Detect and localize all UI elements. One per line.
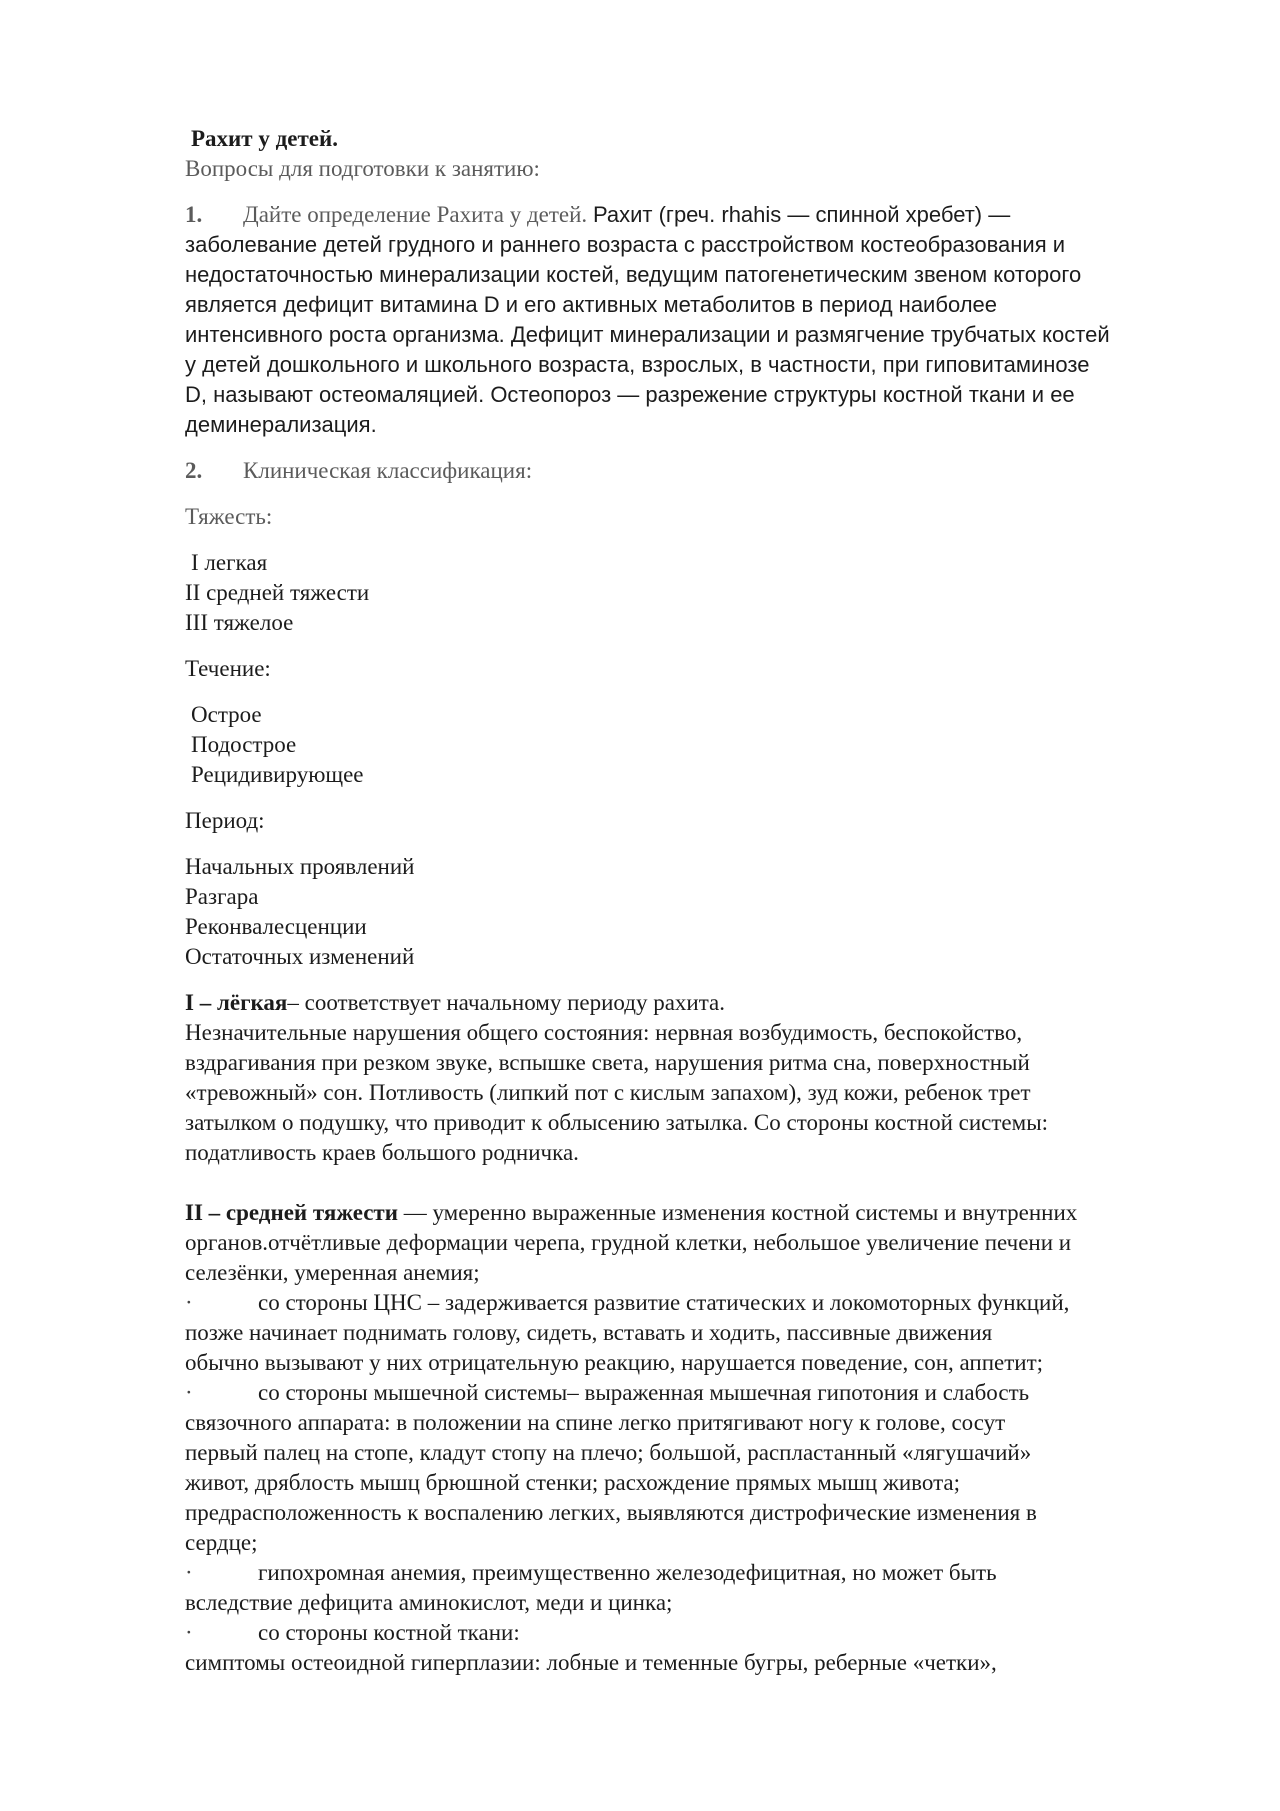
bullet-dot-icon: · [185,1560,193,1585]
mild-heading: I – лёгкая [185,990,288,1015]
bullet-continuation: сердце; [185,1530,258,1555]
mild-line: затылком о подушку, что приводит к облысению затылка. Со стороны костной системы: [185,1110,1049,1135]
period-list [185,852,1195,972]
answer-1-line: недостаточностью минерализации костей, ведущим патогенетическим звеном которого [185,262,1082,287]
moderate-bullet [185,1378,1195,1408]
period-item: Начальных проявлений [185,854,415,879]
mild-section [185,988,1195,1168]
bullet-continuation: вследствие дефицита аминокислот, меди и цинка; [185,1590,673,1615]
moderate-intro-line: органов.отчётливые деформации черепа, грудной клетки, небольшое увеличение печени и [185,1230,1072,1255]
period-label: Период: [185,808,265,833]
moderate-bullet [185,1288,1195,1318]
question-2 [185,456,1195,486]
moderate-section [185,1198,1195,1678]
bullet-dot-icon: · [185,1290,193,1315]
course-label: Течение: [185,656,271,681]
severity-item: II средней тяжести [185,580,370,605]
bullet-continuation: предрасположенность к воспалению легких, выявляются дистрофические изменения в [185,1500,1037,1525]
bullet-dot-icon: · [185,1380,193,1405]
bullet-continuation: позже начинает поднимать голову, сидеть, вставать и ходить, пассивные движения [185,1320,993,1345]
course-list [185,700,1195,790]
question-1-first-line [185,200,1195,230]
severity-item: III тяжелое [185,610,294,635]
bullet-text: со стороны мышечной системы– выраженная мышечная гипотония и слабость [258,1380,1030,1405]
answer-1-line: D, называют остеомаляцией. Остеопороз — разрежение структуры костной ткани и ее [185,382,1075,407]
period-item: Разгара [185,884,259,909]
question-1-number: 1. [185,202,203,227]
bullet-dot-icon: · [185,1620,193,1645]
answer-1-line: деминерализация. [185,412,377,437]
document-subtitle: Вопросы для подготовки к занятию: [185,156,540,181]
bullet-text: со стороны ЦНС – задерживается развитие статических и локомоторных функций, [258,1290,1070,1315]
question-2-number: 2. [185,458,203,483]
answer-1-line: заболевание детей грудного и раннего возраста с расстройством костеобразования и [185,232,1066,257]
moderate-bullet [185,1558,1195,1588]
mild-heading-rest: – соответствует начальному периоду рахита. [287,990,726,1015]
bullet-continuation: связочного аппарата: в положении на спине легко притягивают ногу к голове, сосут [185,1410,1006,1435]
mild-line: вздрагивания при резком звуке, вспышке света, нарушения ритма сна, поверхностный [185,1050,1030,1075]
question-2-text: Клиническая классификация: [243,458,533,483]
period-item: Реконвалесценции [185,914,367,939]
mild-heading-line [185,988,1195,1018]
document-title: Рахит у детей. [191,126,338,151]
bullet-text: со стороны костной ткани: [258,1620,520,1645]
question-1-text: Дайте определение Рахита у детей. [243,202,588,227]
document-content [185,124,1195,1678]
severity-label: Тяжесть: [185,504,273,529]
period-item: Остаточных изменений [185,944,415,969]
bullet-continuation: живот, дряблость мышц брюшной стенки; расхождение прямых мышц живота; [185,1470,961,1495]
bullet-continuation: обычно вызывают у них отрицательную реакцию, нарушается поведение, сон, аппетит; [185,1350,1044,1375]
mild-line: «тревожный» сон. Потливость (липкий пот с кислым запахом), зуд кожи, ребенок трет [185,1080,1031,1105]
severity-item: I легкая [191,550,268,575]
moderate-heading-line [185,1198,1195,1228]
mild-line: податливость краев большого родничка. [185,1140,579,1165]
course-item: Рецидивирующее [191,762,364,787]
moderate-intro-line: селезёнки, умеренная анемия; [185,1260,480,1285]
course-item: Подострое [191,732,297,757]
answer-1-line: Рахит (греч. rhahis — спинной хребет) — [592,202,1011,227]
moderate-bullet [185,1618,1195,1648]
answer-1-line: интенсивного роста организма. Дефицит минерализации и размягчение трубчатых костей [185,322,1110,347]
mild-line: Незначительные нарушения общего состояния: нервная возбудимость, беспокойство, [185,1020,1023,1045]
answer-1-line: у детей дошкольного и школьного возраста, взрослых, в частности, при гиповитаминозе [185,352,1090,377]
course-item: Острое [191,702,262,727]
moderate-heading: II – средней тяжести [185,1200,398,1225]
question-1-block [185,200,1195,440]
moderate-heading-rest: — умеренно выраженные изменения костной системы и внутренних [397,1200,1078,1225]
bullet-continuation: симптомы остеоидной гиперплазии: лобные и теменные бугры, реберные «четки», [185,1650,997,1675]
severity-list [185,548,1195,638]
bullet-text: гипохромная анемия, преимущественно железодефицитная, но может быть [258,1560,997,1585]
bullet-continuation: первый палец на стопе, кладут стопу на плечо; большой, распластанный «лягушачий» [185,1440,1032,1465]
answer-1-line: является дефицит витамина D и его активных метаболитов в период наиболее [185,292,998,317]
